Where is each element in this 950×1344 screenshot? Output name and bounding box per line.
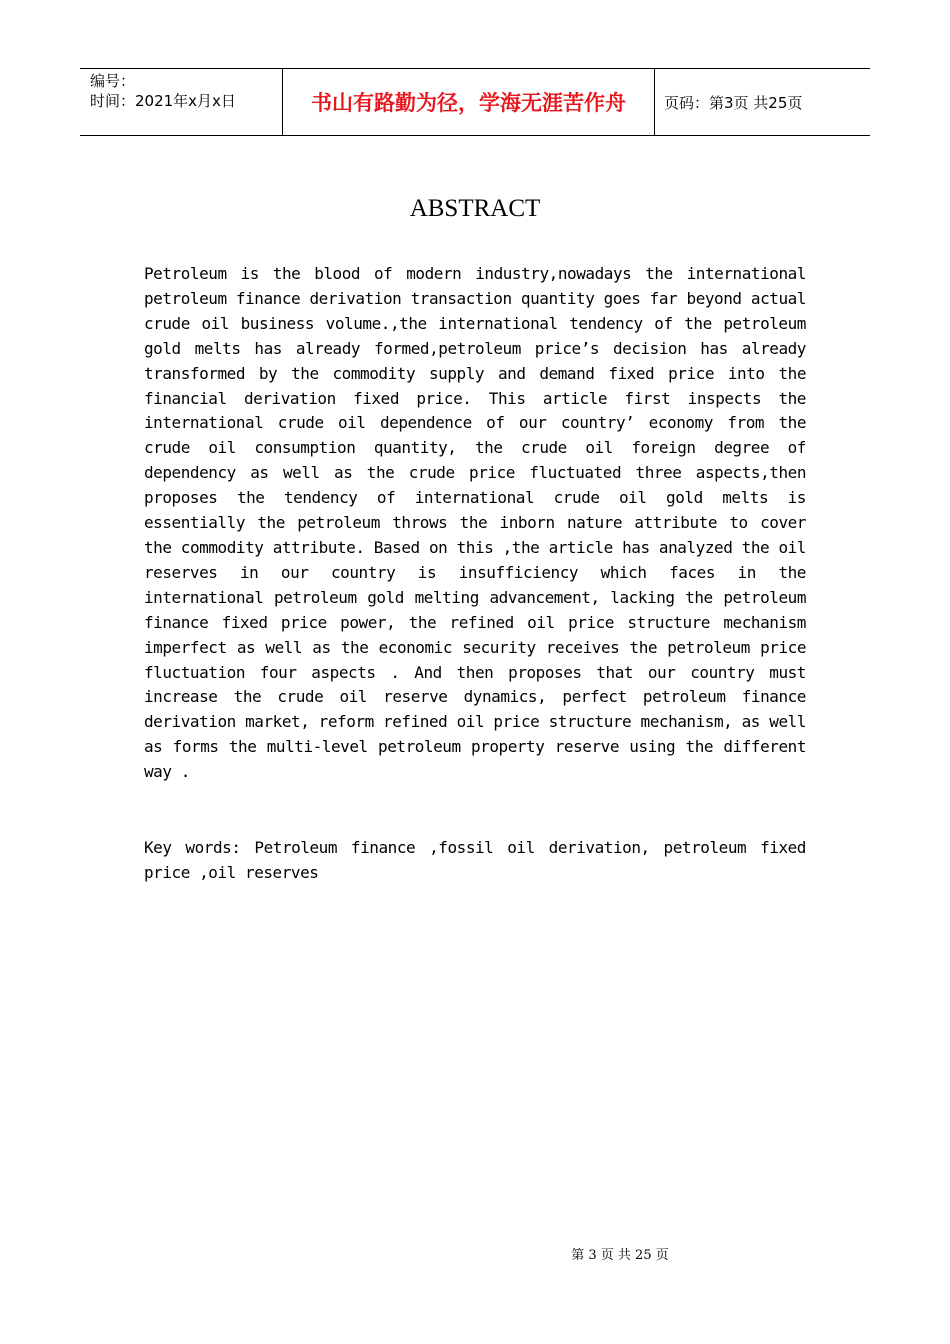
- abstract-title: ABSTRACT: [409, 195, 541, 222]
- page-footer: 第 3 页 共 25 页: [571, 1248, 669, 1263]
- abstract-body: Petroleum is the blood of modern industry,nowadays the international petroleum finance derivation transaction quantity goes far beyond actual crude oil business volume.,the international tendency of the petroleum gold melts has already formed,petroleum price’s decision has already transformed by the commodity supply and demand fixed price into the financial derivation fixed price. This article first inspects the international crude oil dependence of our country’ economy from the crude oil consumption quantity, the crude oil foreign degree of dependency as well as the crude price fluctuated three aspects,then proposes the tendency of international crude oil gold melts is essentially the petroleum throws the inborn nature attribute to cover the commodity attribute. Based on this ,the article has analyzed the oil reserves in our country is insufficiency which faces in the international petroleum gold melting advancement, lacking the petroleum finance fixed price power, the refined oil price structure mechanism imperfect as well as the economic security receives the petroleum price fluctuation four aspects . And then proposes that our country must increase the crude oil reserve dynamics, perfect petroleum finance derivation market, reform refined oil price structure mechanism, as well as forms the multi-level petroleum property reserve using the different way .: [144, 264, 806, 782]
- document-number-label: 编号：: [90, 72, 136, 90]
- document-date: 时间：2021年x月x日: [90, 92, 236, 110]
- header-page-info: 页码：第3页 共25页: [664, 93, 803, 112]
- header-meta: [80, 69, 282, 135]
- header-motto: 书山有路勤为径，学海无涯苦作舟: [282, 69, 655, 135]
- page-header: [80, 68, 870, 136]
- keywords: Key words: Petroleum finance ,fossil oil derivation, petroleum fixed price ,oil reserves: [144, 838, 806, 882]
